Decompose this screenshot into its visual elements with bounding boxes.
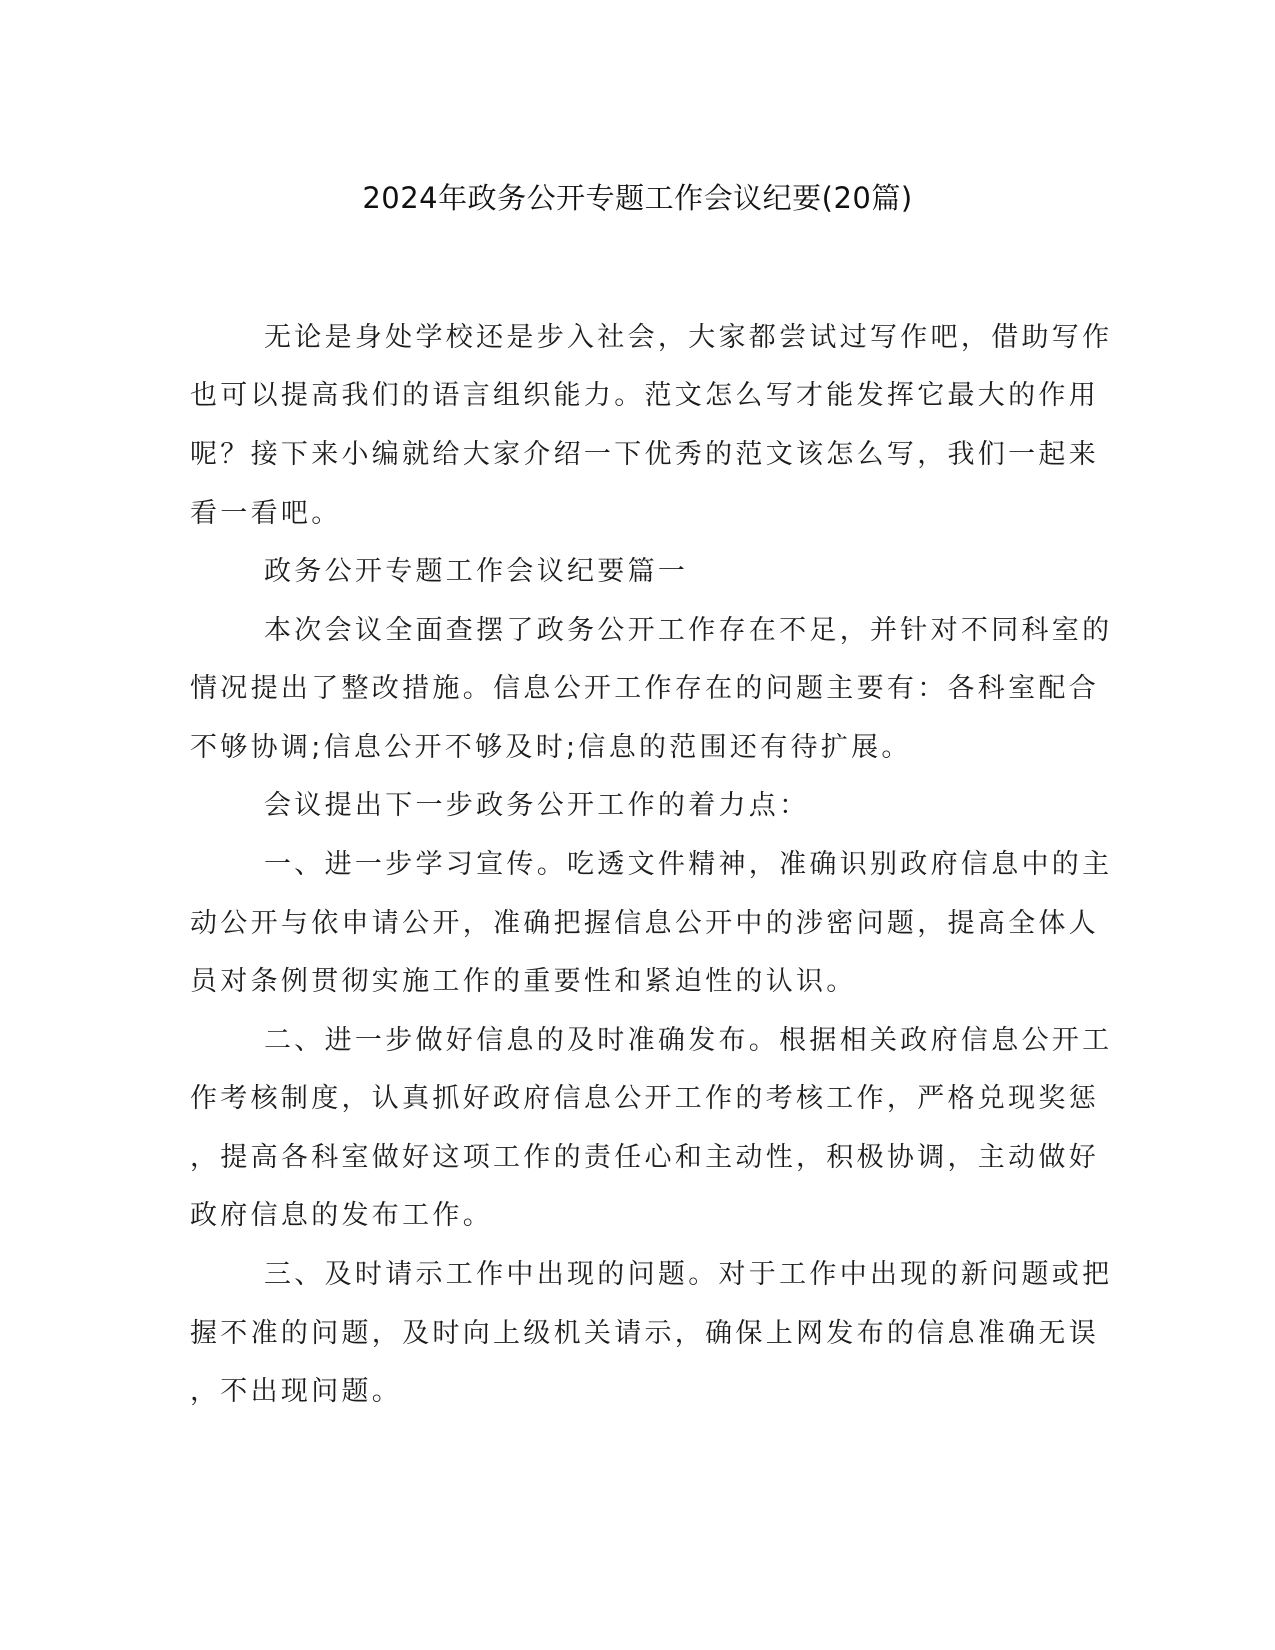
body-line-2: 情况提出了整改措施。信息公开工作存在的问题主要有：各科室配合 bbox=[190, 673, 1099, 704]
document-title: 2024年政务公开专题工作会议纪要(20篇) bbox=[362, 181, 913, 215]
intro-line-1: 无论是身处学校还是步入社会，大家都尝试过写作吧，借助写作 bbox=[264, 322, 1113, 353]
point-3-line-3: ，不出现问题。 bbox=[190, 1376, 403, 1407]
point-2-line-4: 政府信息的发布工作。 bbox=[190, 1200, 493, 1231]
point-2-line-1: 二、进一步做好信息的及时准确发布。根据相关政府信息公开工 bbox=[264, 1025, 1113, 1056]
section-heading: 政务公开专题工作会议纪要篇一 bbox=[264, 556, 689, 587]
body-line-1: 本次会议全面查摆了政务公开工作存在不足，并针对不同科室的 bbox=[264, 615, 1113, 646]
body-line-4: 会议提出下一步政务公开工作的着力点： bbox=[264, 790, 810, 821]
point-2-line-2: 作考核制度，认真抓好政府信息公开工作的考核工作，严格兑现奖惩 bbox=[190, 1083, 1099, 1114]
point-2-line-3: ，提高各科室做好这项工作的责任心和主动性，积极协调，主动做好 bbox=[190, 1142, 1099, 1173]
intro-line-4: 看一看吧。 bbox=[190, 498, 342, 529]
point-3-line-1: 三、及时请示工作中出现的问题。对于工作中出现的新问题或把 bbox=[264, 1259, 1113, 1290]
point-1-line-3: 员对条例贯彻实施工作的重要性和紧迫性的认识。 bbox=[190, 966, 857, 997]
point-1-line-2: 动公开与依申请公开，准确把握信息公开中的涉密问题，提高全体人 bbox=[190, 908, 1099, 939]
point-1-line-1: 一、进一步学习宣传。吃透文件精神，准确识别政府信息中的主 bbox=[264, 849, 1113, 880]
intro-line-2: 也可以提高我们的语言组织能力。范文怎么写才能发挥它最大的作用 bbox=[190, 380, 1099, 411]
intro-line-3: 呢？接下来小编就给大家介绍一下优秀的范文该怎么写，我们一起来 bbox=[190, 439, 1099, 470]
point-3-line-2: 握不准的问题，及时向上级机关请示，确保上网发布的信息准确无误 bbox=[190, 1318, 1099, 1349]
body-line-3: 不够协调;信息公开不够及时;信息的范围还有待扩展。 bbox=[190, 732, 912, 763]
